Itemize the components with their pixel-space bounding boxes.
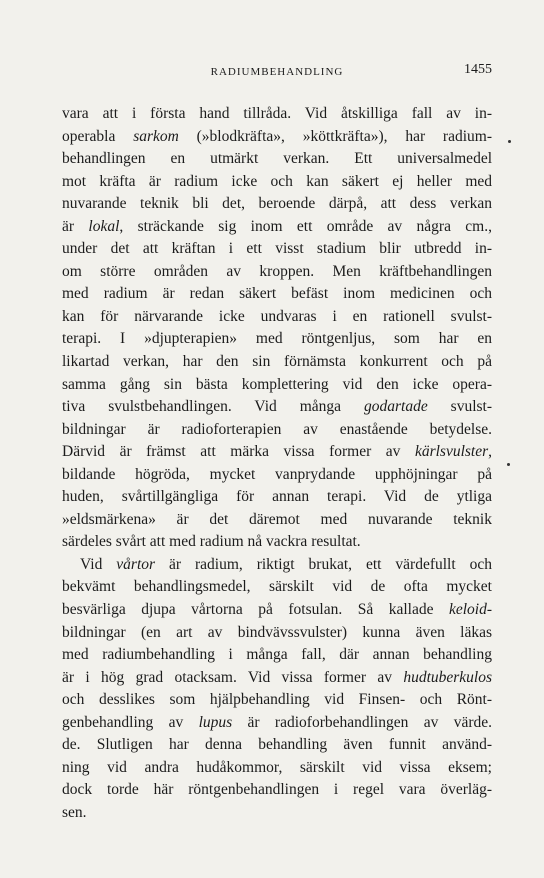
text-line: [62, 464, 492, 487]
text-line: [62, 486, 492, 509]
speck-mark: [507, 463, 510, 466]
italic-term: lokal: [88, 217, 120, 235]
text-line: [62, 734, 492, 757]
italic-term: kärlsvulster: [414, 443, 489, 461]
text-run: samma gång sin bästa komplettering vid den icke opera-: [62, 375, 492, 393]
text-run: är radioforbehandlingen av värde.: [232, 713, 492, 731]
text-line: [62, 351, 492, 374]
text-run: ning vid andra hudåkommor, särskilt vid vissa eksem;: [62, 758, 492, 776]
text-line: [62, 622, 492, 645]
text-run: de. Slutligen har denna behandling även funnit använd-: [62, 736, 492, 754]
text-run: »eldsmärkena» är det däremot med nuvarande teknik: [62, 510, 492, 528]
text-line: [62, 283, 492, 306]
text-line: [62, 374, 492, 397]
text-run: bildningar är radioforterapien av enastående betydelse.: [62, 420, 492, 438]
page-header: [62, 62, 492, 82]
text-line: [62, 779, 492, 802]
text-line: [62, 554, 492, 577]
text-line: [62, 802, 492, 825]
text-line: [62, 757, 492, 780]
text-run: terapi. I »djupterapien» med röntgenljus, som har en: [62, 330, 492, 348]
italic-term: keloid-: [448, 601, 492, 619]
text-run: mot kräfta är radium icke och kan säkert ej heller med: [62, 172, 492, 190]
text-run: bekvämt behandlingsmedel, särskilt vid de ofta mycket: [62, 578, 492, 596]
text-line: [62, 667, 492, 690]
text-run: dock torde här röntgenbehandlingen i regel vara överläg-: [62, 781, 492, 799]
text-run: om större områden av kroppen. Men kräftbehandlingen: [62, 262, 492, 280]
text-run: sen.: [62, 803, 87, 821]
page-number: 1455: [464, 62, 492, 77]
text-run: under det att kräftan i ett visst stadium blir utbredd in-: [62, 240, 492, 258]
text-line: [62, 171, 492, 194]
italic-term: godartade: [363, 398, 428, 416]
text-run: svulst-: [427, 398, 492, 416]
text-run: särdeles svårt att med radium nå vackra resultat.: [62, 533, 361, 551]
running-head: RADIUMBEHANDLING: [210, 66, 344, 78]
text-line: [62, 148, 492, 171]
text-run: nuvarande teknik bli det, beroende därpå, att dess verkan: [62, 195, 492, 213]
text-run: genbehandling av: [62, 713, 199, 731]
italic-term: sarkom: [133, 127, 179, 145]
text-run: (»blodkräfta», »köttkräfta»), har radium-: [178, 127, 492, 145]
text-run: med radiumbehandling i många fall, där annan behandling: [62, 646, 492, 664]
text-run: operabla: [62, 127, 134, 145]
italic-term: lupus: [198, 713, 233, 731]
text-run: vara att i första hand tillråda. Vid åtskilliga fall av in-: [62, 105, 492, 122]
text-line: [62, 509, 492, 532]
text-line: [62, 599, 492, 622]
text-line: [62, 216, 492, 239]
text-run: likartad verkan, har den sin förnämsta konkurrent och på: [62, 353, 492, 371]
text-line: [62, 193, 492, 216]
text-line: [62, 419, 492, 442]
text-line: [62, 238, 492, 261]
text-line: [62, 103, 492, 126]
text-run: Därvid är främst att märka vissa former av: [62, 443, 415, 461]
text-run: kan för närvarande icke undvaras i en rationell svulst-: [62, 307, 492, 325]
text-line: [62, 306, 492, 329]
text-run: är: [62, 217, 89, 235]
text-run: tiva svulstbehandlingen. Vid många: [62, 398, 364, 416]
text-run: är i hög grad otacksam. Vid vissa former av: [62, 668, 404, 686]
text-line: [62, 328, 492, 351]
text-run: besvärliga djupa vårtorna på fotsulan. Så kallade: [62, 601, 449, 619]
text-run: är radium, riktigt brukat, ett värdefullt och: [155, 555, 492, 573]
text-run: , sträckande sig inom ett område av några cm.,: [119, 217, 492, 235]
text-line: [62, 126, 492, 149]
text-run: bildningar (en art av bindvävssvulster) kunna även läkas: [62, 623, 492, 641]
text-line: [62, 576, 492, 599]
text-line: [62, 261, 492, 284]
text-line: [62, 441, 492, 464]
text-run: med radium är redan säkert befäst inom medicinen och: [62, 285, 492, 303]
text-run: Vid: [80, 555, 117, 573]
text-line: [62, 712, 492, 735]
italic-term: hudtuberkulos: [403, 668, 492, 686]
text-run: och desslikes som hjälpbehandling vid Finsen- och Rönt-: [62, 691, 492, 709]
text-line: [62, 644, 492, 667]
body-text: [62, 103, 492, 825]
text-run: bildande högröda, mycket vanprydande upphöjningar på: [62, 465, 492, 483]
text-run: huden, svårtillgängliga för annan terapi. Vid de ytliga: [62, 488, 492, 506]
text-line: [62, 531, 492, 554]
italic-term: vårtor: [116, 555, 156, 573]
text-line: [62, 689, 492, 712]
text-run: ,: [488, 443, 492, 461]
text-line: [62, 396, 492, 419]
text-run: behandlingen en utmärkt verkan. Ett universalmedel: [62, 150, 492, 168]
speck-mark: [508, 140, 511, 143]
